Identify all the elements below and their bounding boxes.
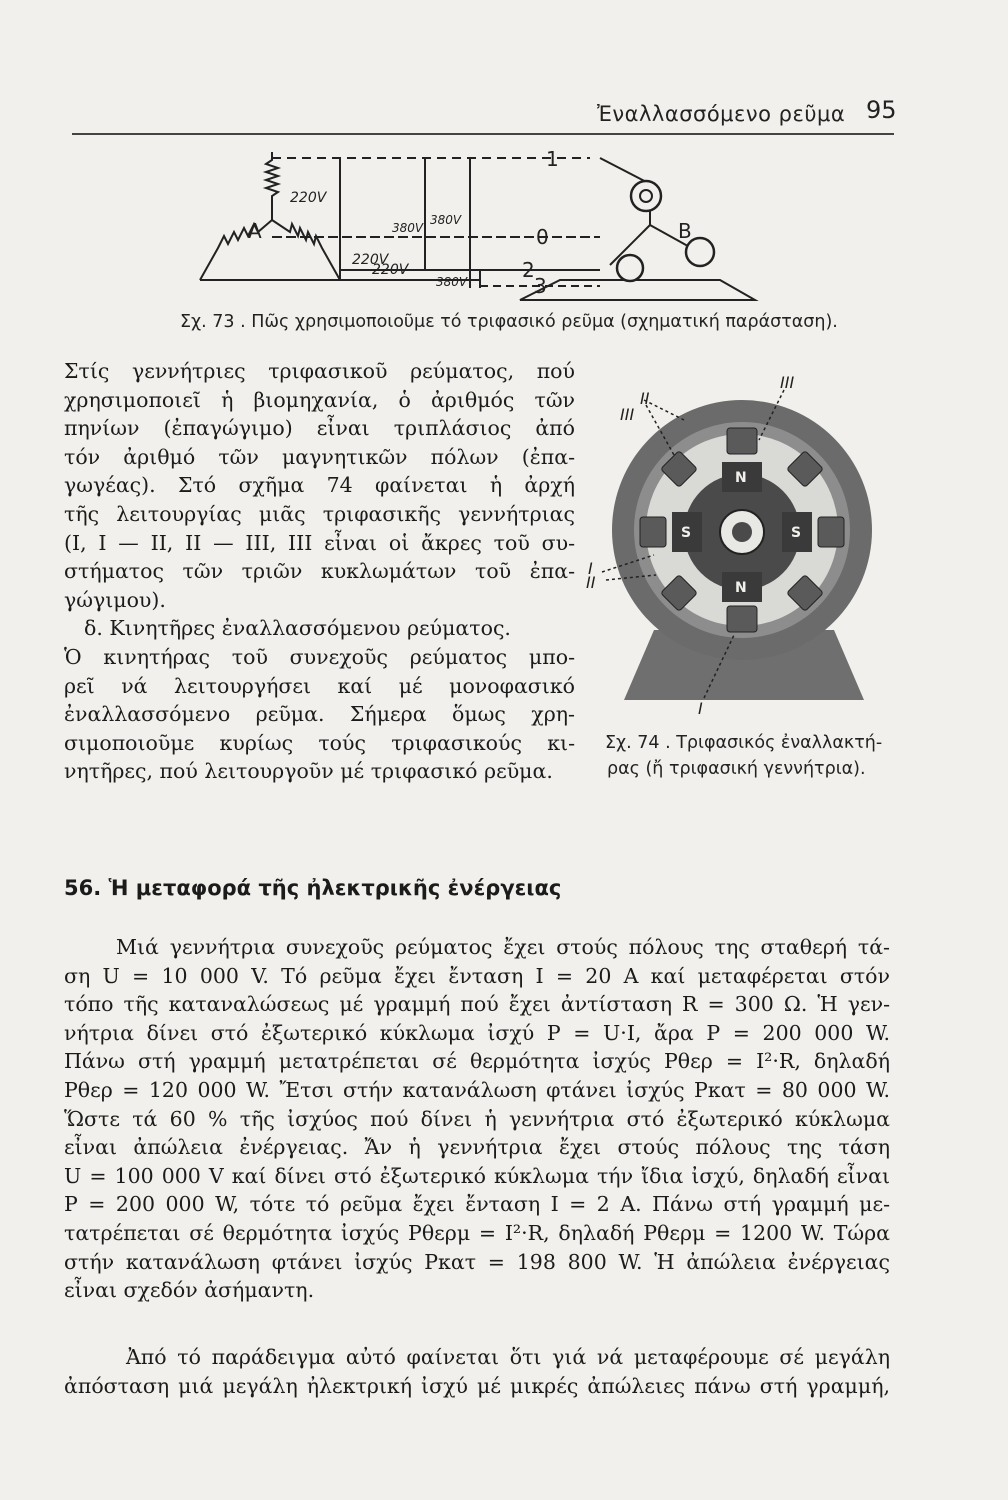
fig73-label-380v-2: 380V bbox=[430, 213, 462, 227]
fig74-label-iii-left: III bbox=[620, 405, 635, 424]
body-line: Pθερ = 120 000 W. Ἔτσι στήν κατανάλωση φτάνει ἰσχύς Pκατ = 80 000 W. bbox=[64, 1077, 890, 1102]
figure-74-diagram bbox=[584, 360, 904, 720]
page-number: 95 bbox=[866, 96, 897, 124]
body-line: εἶναι ἀπώλεια ἐνέργειας. Ἄν ἡ γεννήτρια ἔχει στούς πόλους της τάση bbox=[64, 1135, 890, 1160]
fig74-coil bbox=[640, 517, 666, 547]
fig73-label-line-0: 0 bbox=[536, 225, 549, 249]
body-line: στήν κατανάλωση φτάνει ἰσχύς Pκατ = 198 800 W. Ἡ ἀπώλεια ἐνέργειας bbox=[64, 1249, 890, 1274]
fig73-lamp-icon bbox=[631, 181, 661, 211]
fig73-label-line-2: 2 bbox=[522, 258, 535, 282]
left-line: Στίς γεννήτριες τριφασικοῦ ρεύματος, πού bbox=[64, 359, 575, 383]
fig74-label-i-bottom: I bbox=[698, 699, 703, 718]
fig74-label-ii-left: II bbox=[586, 573, 596, 592]
figure-74-caption-line1: Σχ. 74 . Τριφασικός ἐναλλακτή- bbox=[605, 733, 883, 753]
body-line: Ὥστε τά 60 % τῆς ἰσχύος πού δίνει ἡ γεννήτρια στό ἐξωτερικό κύκλωμα bbox=[64, 1106, 890, 1131]
subsection-line: Ὁ κινητήρας τοῦ συνεχοῦς ρεύματος μπο- bbox=[64, 644, 575, 669]
header-rule bbox=[72, 133, 894, 135]
left-line: τόν ἀριθμό τῶν μαγνητικῶν πόλων (ἐπα- bbox=[64, 444, 575, 469]
fig73-coil-vertical bbox=[266, 152, 278, 220]
left-line: στήματος τῶν τριῶν κυκλωμάτων τοῦ ἐπα- bbox=[64, 559, 575, 584]
left-line: γώγιμου). bbox=[64, 587, 166, 612]
subsection-line: ρεῖ νά λειτουργήσει καί μέ μονοφασικό bbox=[64, 673, 575, 698]
fig74-label-i-left: I bbox=[588, 559, 593, 578]
fig74-coil bbox=[727, 606, 757, 632]
fig74-coil bbox=[818, 517, 844, 547]
fig73-label-220v-1: 220V bbox=[290, 190, 327, 206]
subsection-line: σιμοποιοῦμε κυρίως τούς τριφασικούς κι- bbox=[64, 730, 575, 755]
running-title: Ἐναλλασσόμενο ρεῦμα bbox=[597, 102, 846, 126]
fig73-label-line-3: 3 bbox=[534, 274, 547, 298]
left-line: τῆς λειτουργίας μιᾶς τριφασικῆς γεννήτριας bbox=[64, 501, 575, 526]
body-line: U = 100 000 V καί δίνει στό ἐξωτερικό κύκλωμα τήν ἴδια ἰσχύ, δηλαδή εἶναι bbox=[64, 1163, 890, 1188]
fig73-label-380v-3: 380V bbox=[436, 275, 468, 289]
figure-73-caption: Σχ. 73 . Πῶς χρησιμοποιοῦμε τό τριφασικό ρεῦμα (σχηματική παράσταση). bbox=[180, 312, 838, 332]
section-56-paragraph-1 bbox=[64, 933, 890, 1305]
body-line: νήτρια δίνει στό ἐξωτερικό κύκλωμα ἰσχύ P = U·I, ἄρα P = 200 000 W. bbox=[64, 1020, 890, 1045]
fig74-label-s1: S bbox=[681, 525, 692, 541]
left-line: γωγέας). Στό σχῆμα 74 φαίνεται ἡ ἀρχή bbox=[64, 473, 575, 498]
subsection-title: δ. Κινητῆρες ἐναλλασσόμενου ρεύματος. bbox=[84, 616, 511, 641]
body-line: ἀπόσταση μιά μεγάλη ἠλεκτρική ἰσχύ μέ μικρές ἀπώλειες πάνω στή γραμμή, bbox=[64, 1373, 890, 1398]
fig73-label-380v-1: 380V bbox=[392, 221, 424, 235]
figure-74-caption-line2: ρας (ἤ τριφασική γεννήτρια). bbox=[607, 759, 866, 779]
fig74-label-n2: N bbox=[735, 580, 747, 596]
body-line: Ἀπό τό παράδειγμα αὐτό φαίνεται ὅτι γιά νά μεταφέρουμε σέ μεγάλη bbox=[126, 1345, 890, 1369]
body-line: τόπο τῆς καταναλώσεως μέ γραμμή πού ἔχει ἀντίσταση R = 300 Ω. Ἡ γεν- bbox=[64, 992, 890, 1017]
fig73-coil-right bbox=[272, 220, 340, 280]
body-line: P = 200 000 W, τότε τό ρεῦμα ἔχει ἔνταση I = 2 A. Πάνω στή γραμμή με- bbox=[64, 1192, 890, 1217]
left-column-paragraph bbox=[64, 357, 575, 786]
fig73-label-220v-2: 220V bbox=[352, 252, 389, 268]
section-56-paragraph-2 bbox=[64, 1343, 890, 1400]
fig74-coil bbox=[727, 428, 757, 454]
body-line: εἶναι σχεδόν ἀσήμαντη. bbox=[64, 1278, 315, 1303]
subsection-line: νητῆρες, πού λειτουργοῦν μέ τριφασικό ρεῦμα. bbox=[64, 759, 553, 784]
subsection-line: ἐναλλασσόμενο ρεῦμα. Σήμερα ὅμως χρη- bbox=[64, 702, 575, 727]
fig74-label-iii-top: III bbox=[780, 373, 795, 392]
body-line: τατρέπεται σέ θερμότητα ἰσχύς Pθερμ = I²·R, δηλαδή Pθερμ = 1200 W. Τώρα bbox=[64, 1220, 890, 1245]
fig73-label-b: B bbox=[678, 219, 692, 243]
body-line: Πάνω στή γραμμή μετατρέπεται σέ θερμότητα ἰσχύς Pθερ = I²·R, δηλαδή bbox=[64, 1049, 890, 1074]
fig74-label-s2: S bbox=[791, 525, 802, 541]
body-line: Μιά γεννήτρια συνεχοῦς ρεύματος ἔχει στούς πόλους της σταθερή τά- bbox=[116, 935, 890, 959]
fig74-label-ii-top: II bbox=[640, 389, 650, 408]
fig73-label-220v-3: 220V bbox=[372, 262, 409, 278]
fig73-label-line-1: 1 bbox=[546, 147, 559, 171]
fig74-label-n1: N bbox=[735, 470, 747, 486]
body-line: ση U = 10 000 V. Τό ρεῦμα ἔχει ἔνταση I = 20 A καί μεταφέρεται στόν bbox=[64, 963, 890, 988]
figure-74-caption bbox=[605, 730, 882, 782]
fig73-label-a: A bbox=[248, 219, 262, 243]
figure-73-diagram bbox=[180, 140, 770, 310]
left-line: χρησιμοποιεῖ ἡ βιομηχανία, ὁ ἀριθμός τῶν bbox=[64, 387, 575, 412]
left-line: (I, I — II, II — III, III εἶναι οἱ ἄκρες τοῦ συ- bbox=[64, 530, 575, 555]
section-56-heading: 56. Ἡ μεταφορά τῆς ἠλεκτρικῆς ἐνέργειας bbox=[64, 876, 562, 900]
left-line: πηνίων (ἐπαγώγιμο) εἶναι τριπλάσιος ἀπό bbox=[64, 416, 575, 441]
fig73-motor-icon bbox=[617, 255, 643, 281]
